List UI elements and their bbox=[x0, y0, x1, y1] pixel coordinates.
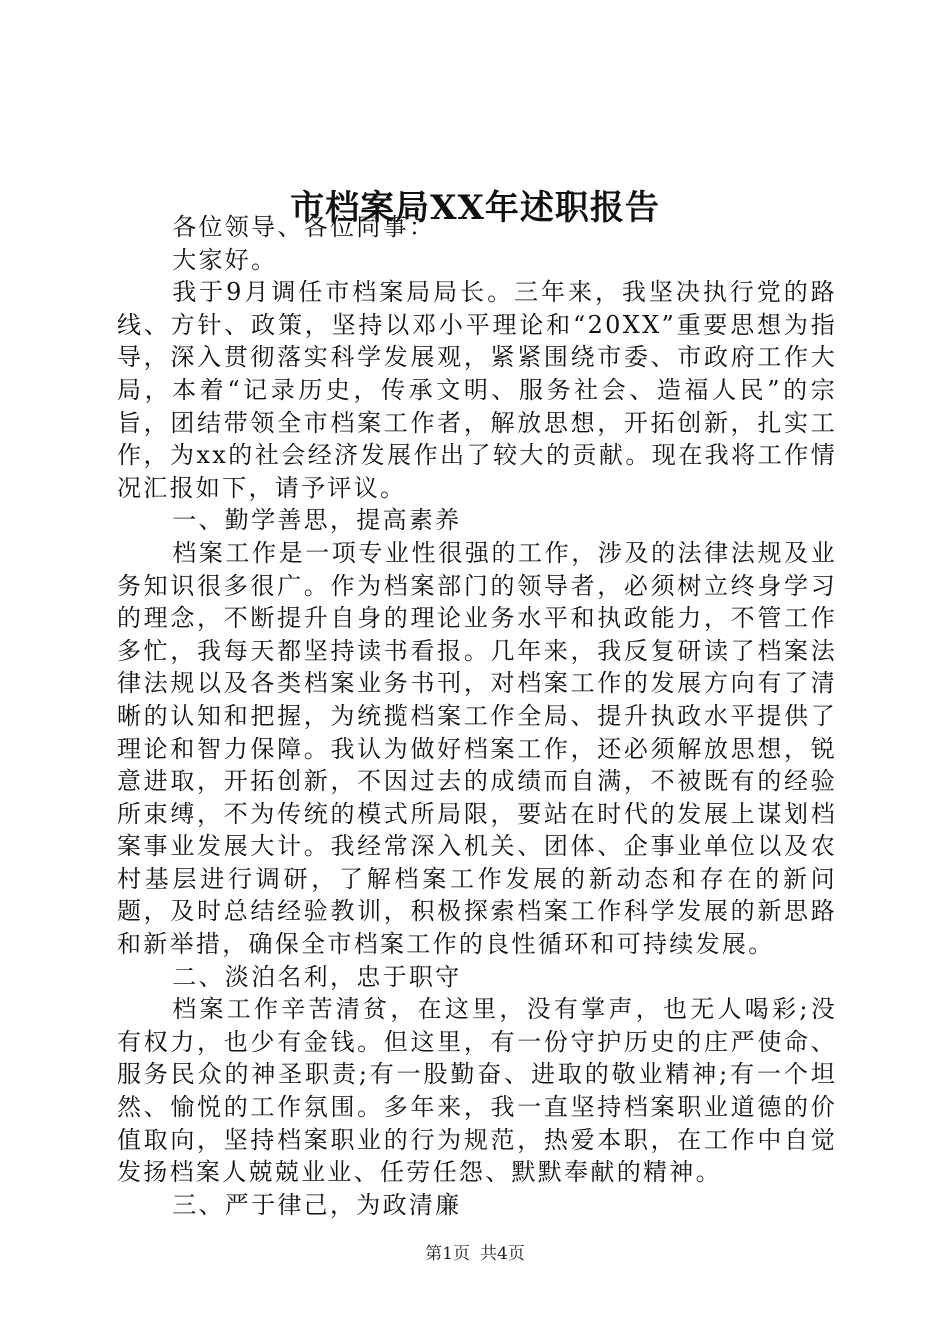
section-paragraph-1: 档案工作是一项专业性很强的工作，涉及的法律法规及业务知识很多很广。作为档案部门的领导者，必须树立终身学习的理念，不断提升自身的理论业务水平和执政能力，不管工作多忙，我每天都坚持读书看报。几年来，我反复研读了档案法律法规以及各类档案业务书刊，对档案工作的发展方向有了清晰的认知和把握，为统揽档案工作全局、提升执政水平提供了理论和智力保障。我认为做好档案工作，还必须解放思想，锐意进取，开拓创新，不因过去的成绩而自满，不被既有的经验所束缚，不为传统的模式所局限，要站在时代的发展上谋划档案事业发展大计。我经常深入机关、团体、企事业单位以及农村基层进行调研，了解档案工作发展的新动态和存在的新问题，及时总结经验教训，积极探索档案工作科学发展的新思路和新举措，确保全市档案工作的良性循环和可持续发展。 bbox=[117, 538, 837, 959]
salutation: 各位领导、各位同事： bbox=[172, 213, 436, 241]
section-paragraph-2: 档案工作辛苦清贫，在这里，没有掌声，也无人喝彩;没有权力，也少有金钱。但这里，有一份守护历史的庄严使命、服务民众的神圣职责;有一股勤奋、进取的敬业精神;有一个坦然、愉悦的工作氛围。多年来，我一直坚持档案职业道德的价值取向，坚持档案职业的行为规范，热爱本职，在工作中自觉发扬档案人兢兢业业、任劳任怨、默默奉献的精神。 bbox=[117, 995, 837, 1187]
page-total: 共4页 bbox=[480, 1244, 525, 1264]
greeting: 大家好。 bbox=[172, 245, 278, 274]
page-number: 第1页 bbox=[425, 1244, 470, 1264]
page-footer bbox=[0, 1242, 950, 1266]
section-heading-2: 二、淡泊名利，忠于职守 bbox=[172, 962, 462, 991]
section-heading-1: 一、勤学善思，提高素养 bbox=[172, 506, 462, 535]
document-title: 市档案局XX年述职报告 bbox=[290, 188, 660, 228]
document-body bbox=[117, 211, 837, 1221]
intro-paragraph: 我于9月调任市档案局局长。三年来，我坚决执行党的路线、方针、政策，坚持以邓小平理论和“20XX”重要思想为指导，深入贯彻落实科学发展观，紧紧围绕市委、市政府工作大局，本着“记录历史，传承文明、服务社会、造福人民”的宗旨，团结带领全市档案工作者，解放思想，开拓创新，扎实工作，为xx的社会经济发展作出了较大的贡献。现在我将工作情况汇报如下，请予评议。 bbox=[117, 278, 837, 502]
section-heading-3: 三、严于律己，为政清廉 bbox=[172, 1190, 462, 1219]
